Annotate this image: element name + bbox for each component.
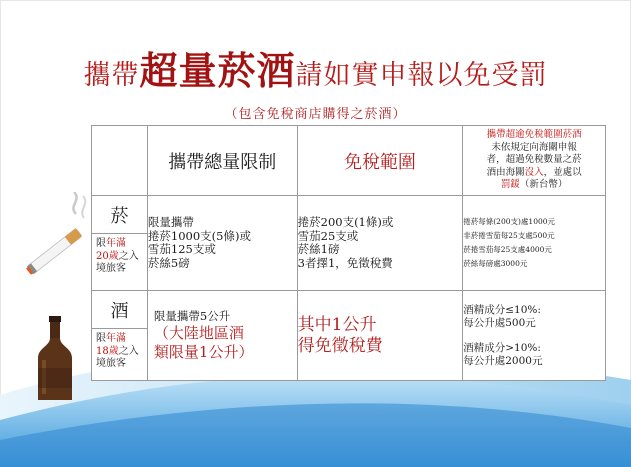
title-prefix: 攜帶 bbox=[83, 60, 140, 91]
alcohol-penalty-line: 酒精成分≤10%: bbox=[463, 303, 541, 316]
tobacco-limit-line: 菸絲5磅 bbox=[147, 255, 190, 270]
alcohol-penalty-line: 每公升處2000元 bbox=[463, 354, 543, 367]
regulation-table bbox=[91, 125, 606, 381]
alcohol-limit bbox=[147, 291, 297, 381]
header-penalty-line: 罰鍰（新台幣） bbox=[500, 179, 568, 191]
alcohol-penalty bbox=[463, 291, 606, 381]
alcohol-limit-red-line: （大陸地區酒 bbox=[153, 324, 244, 342]
alcohol-limit-red-line: 類限量1公升） bbox=[153, 343, 254, 361]
cigarette-icon bbox=[20, 192, 100, 292]
tobacco-penalty-line: 菸捲雪茄每25支處4000元 bbox=[463, 245, 552, 254]
spacer bbox=[463, 330, 605, 342]
tobacco-age-note: 限年滿 20歲之入境旅客 bbox=[96, 238, 139, 274]
tobacco-penalty-line: 捲菸每條(200支)處1000元 bbox=[463, 217, 556, 226]
alcohol-label: 酒 bbox=[92, 291, 147, 329]
header-penalty-line: 者，超過免稅數量之菸 bbox=[486, 154, 582, 166]
tobacco-limit bbox=[147, 196, 297, 291]
page-title bbox=[0, 40, 631, 95]
alcohol-category-cell bbox=[92, 291, 148, 381]
tobacco-limit-line: 限量攜帶 bbox=[147, 215, 194, 229]
tobacco-penalty-line: 菸絲每磅處3000元 bbox=[463, 259, 528, 268]
alcohol-limit-line: 限量攜帶5公升 bbox=[153, 309, 231, 323]
tobacco-label: 菸 bbox=[92, 196, 147, 234]
tobacco-row bbox=[92, 196, 606, 291]
header-penalty-line: 未依規定向海關申報 bbox=[491, 141, 577, 153]
header-empty-cell bbox=[92, 126, 148, 196]
title-highlight: 超量菸酒 bbox=[139, 48, 296, 93]
alcohol-age-note: 限年滿 18歲之入境旅客 bbox=[96, 333, 139, 369]
header-penalty bbox=[463, 126, 606, 196]
header-limit: 攜帶總量限制 bbox=[147, 126, 297, 196]
alcohol-duty-free-line: 其中1公升 bbox=[297, 314, 377, 335]
tobacco-duty-free-line: 3者擇1，免徵稅費 bbox=[297, 255, 393, 270]
title-suffix: 請如實申報以免受罰 bbox=[295, 60, 548, 91]
tobacco-duty-free-line: 捲菸200支(1條)或 bbox=[297, 215, 394, 229]
tobacco-limit-line: 雪茄125支或 bbox=[147, 242, 216, 256]
alcohol-duty-free bbox=[297, 291, 463, 381]
tobacco-duty-free bbox=[297, 196, 463, 291]
alcohol-duty-free-line: 得免徵稅費 bbox=[297, 335, 383, 356]
tobacco-duty-free-line: 雪茄25支或 bbox=[297, 228, 359, 243]
page-subtitle: （包含免稅商店購得之菸酒） bbox=[224, 107, 407, 122]
table-header-row bbox=[92, 126, 606, 196]
alcohol-row bbox=[92, 291, 606, 381]
header-duty-free: 免稅範圍 bbox=[297, 126, 463, 196]
alcohol-penalty-line: 酒精成分>10%: bbox=[463, 341, 541, 354]
bottle-icon bbox=[34, 316, 76, 402]
tobacco-penalty bbox=[463, 196, 606, 291]
tobacco-duty-free-line: 菸絲1磅 bbox=[297, 242, 340, 256]
header-penalty-line: 攜帶超逾免稅範圍菸酒 bbox=[486, 129, 582, 141]
tobacco-limit-line: 捲菸1000支(5條)或 bbox=[147, 228, 251, 243]
alcohol-penalty-line: 每公升處500元 bbox=[463, 316, 536, 329]
header-penalty-line: 酒由海關沒入，並處以 bbox=[486, 166, 582, 178]
tobacco-penalty-line: 非菸捲雪茄每25支處500元 bbox=[463, 231, 555, 240]
